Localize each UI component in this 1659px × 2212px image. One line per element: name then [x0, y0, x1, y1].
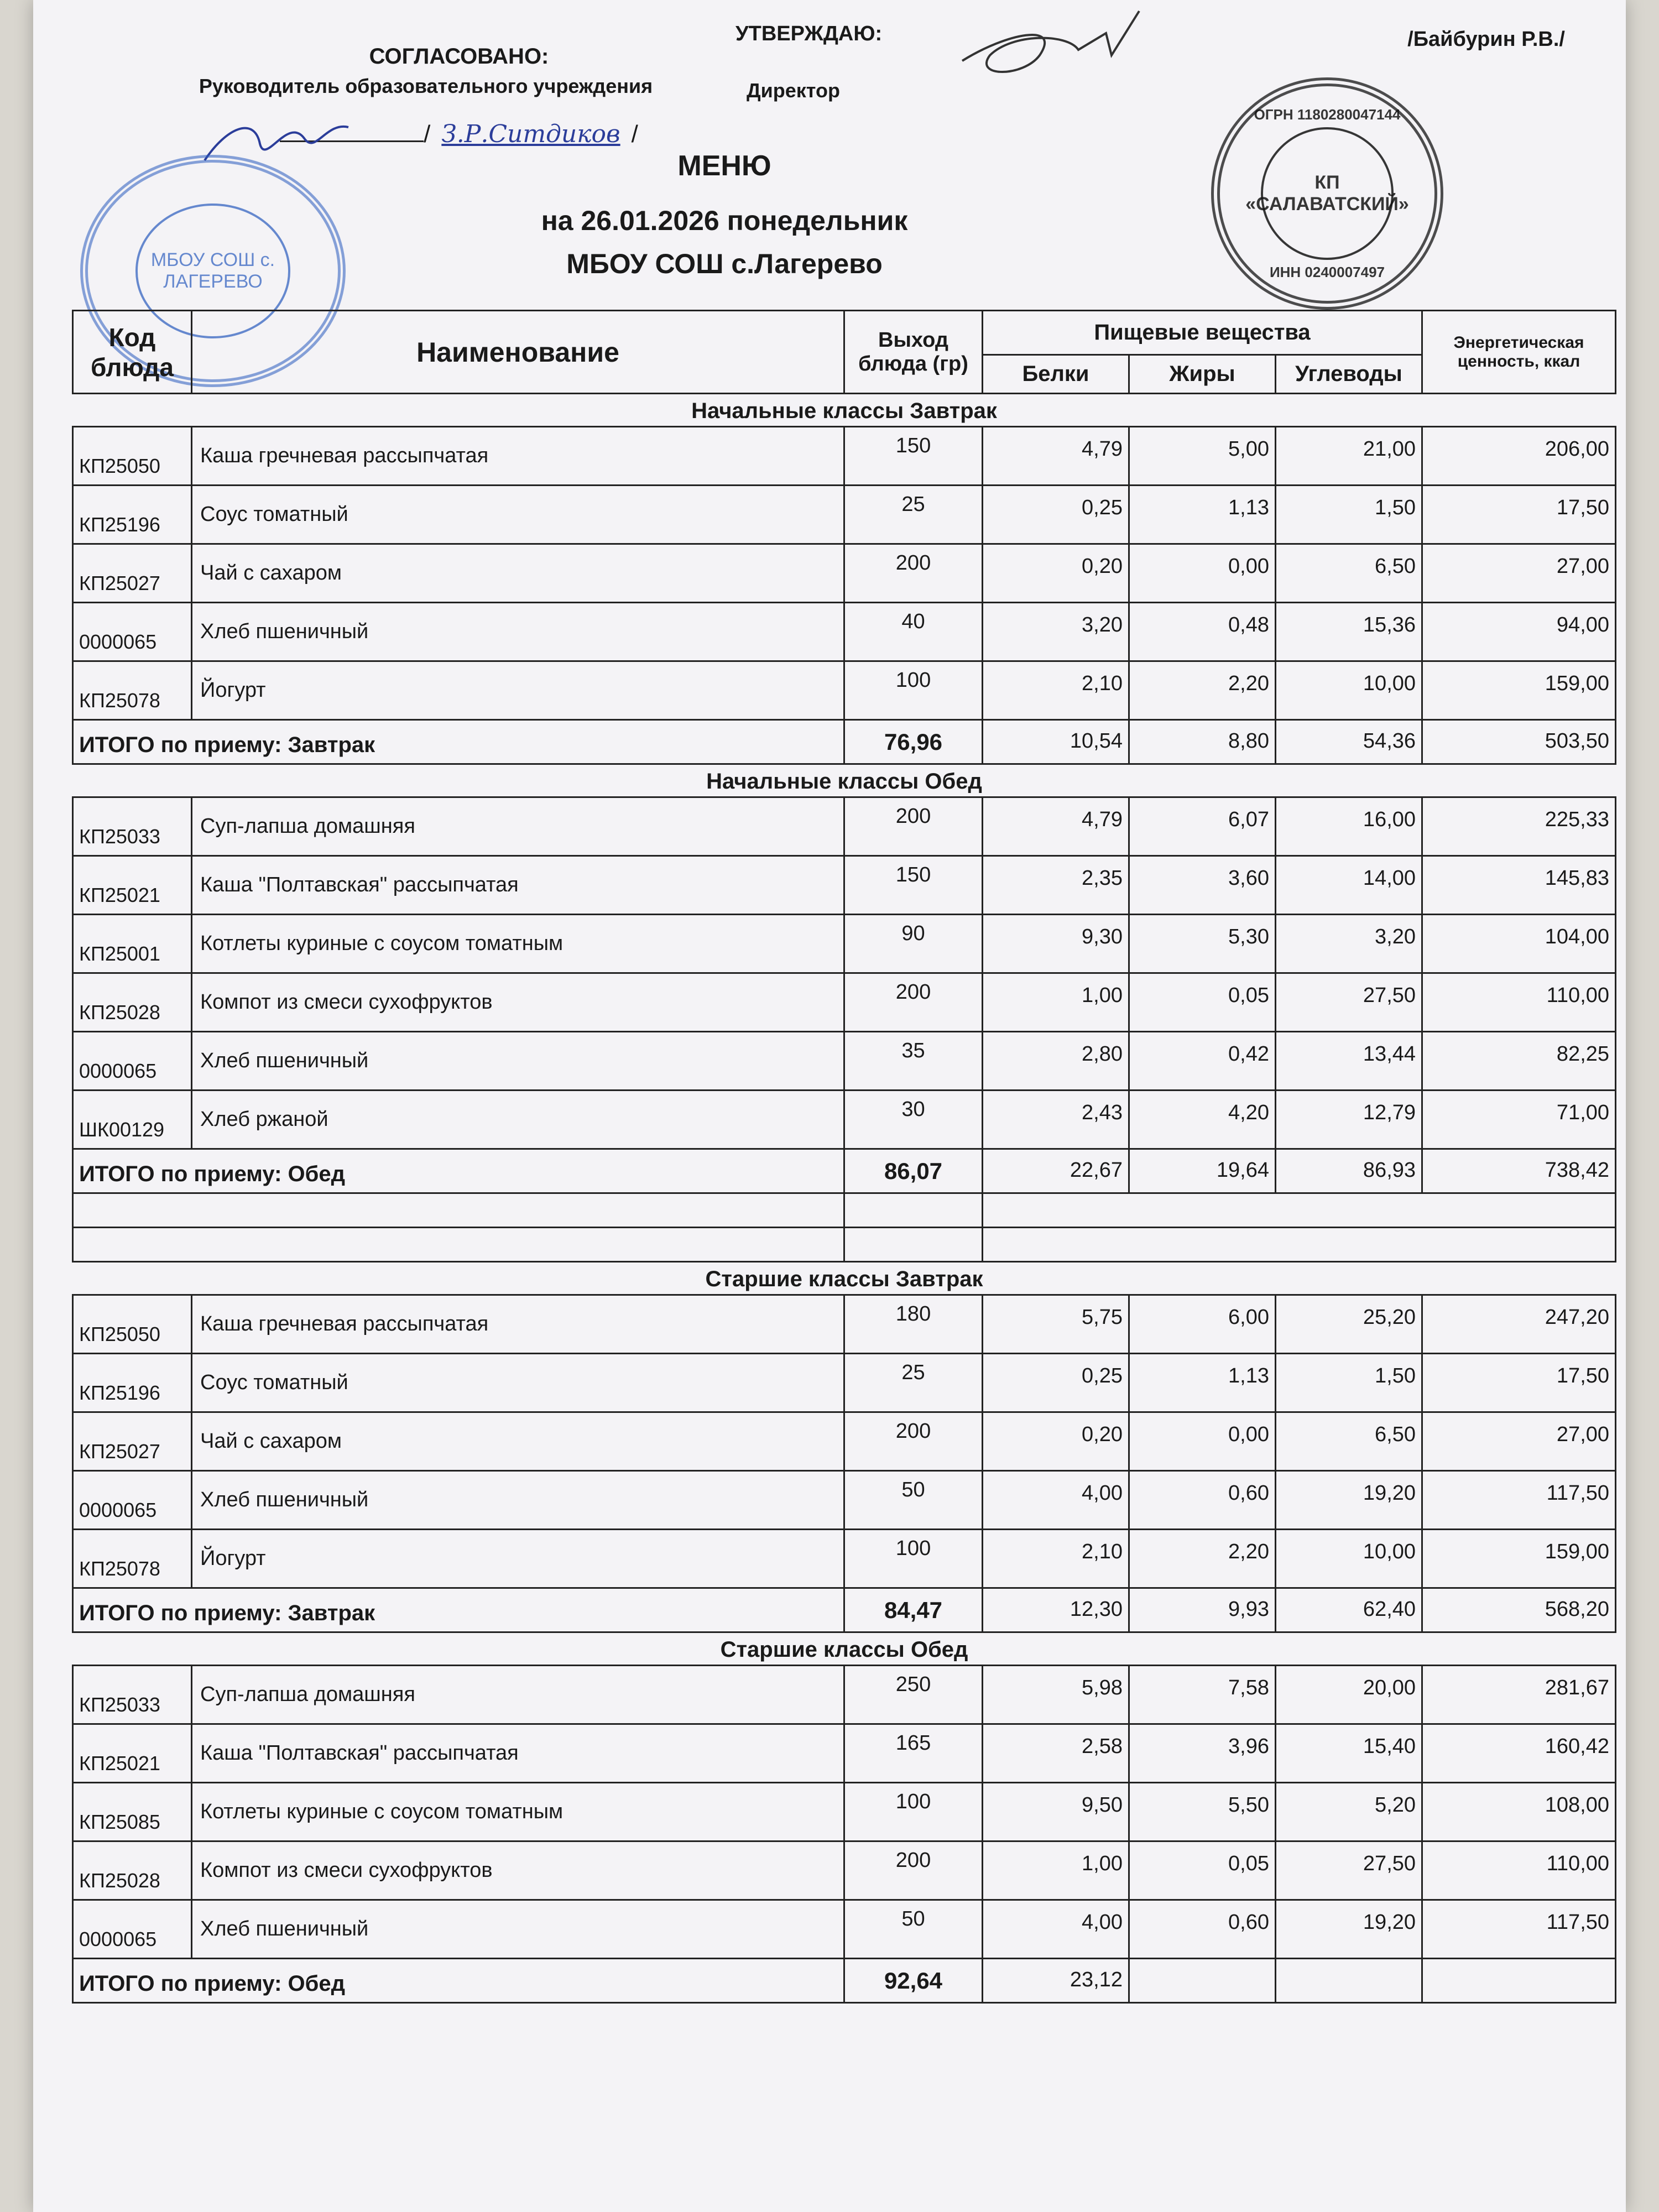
school-name: МБОУ СОШ с.Лагерево [566, 248, 883, 279]
table-row [73, 1666, 1616, 1724]
approve-name: /Байбурин Р.В./ [1407, 28, 1565, 51]
dish-name: Хлеб пшеничный [192, 1900, 844, 1959]
dish-code: КП25021 [73, 1724, 192, 1783]
dish-carbs: 3,20 [1276, 915, 1422, 973]
dish-protein: 5,98 [983, 1666, 1129, 1724]
dish-fat: 7,58 [1129, 1666, 1276, 1724]
total-protein: 23,12 [983, 1959, 1129, 2003]
dish-protein: 0,20 [983, 544, 1129, 603]
table-row [73, 856, 1616, 915]
dish-fat: 6,07 [1129, 797, 1276, 856]
dish-protein: 0,25 [983, 486, 1129, 544]
dish-yield: 100 [844, 1530, 983, 1588]
dish-carbs: 15,40 [1276, 1724, 1422, 1783]
dish-name: Хлеб ржаной [192, 1091, 844, 1149]
dish-carbs: 1,50 [1276, 486, 1422, 544]
table-row [73, 973, 1616, 1032]
table-row [73, 1032, 1616, 1091]
dish-yield: 35 [844, 1032, 983, 1091]
total-energy: 568,20 [1422, 1588, 1616, 1632]
dish-code: КП25033 [73, 1666, 192, 1724]
section-row [73, 394, 1616, 427]
dish-energy: 17,50 [1422, 486, 1616, 544]
dish-code: КП25050 [73, 427, 192, 486]
table-row [73, 1354, 1616, 1412]
total-energy: 503,50 [1422, 720, 1616, 764]
dish-yield: 40 [844, 603, 983, 661]
header-code: Код блюда [73, 311, 192, 394]
dish-protein: 3,20 [983, 603, 1129, 661]
dish-name: Хлеб пшеничный [192, 603, 844, 661]
dish-carbs: 20,00 [1276, 1666, 1422, 1724]
dish-code: КП25050 [73, 1295, 192, 1354]
section-title: Начальные классы Обед [73, 764, 1616, 797]
approve-title: УТВЕРЖДАЮ: [735, 22, 883, 45]
table-header [73, 311, 1616, 394]
header-yield: Выход блюда (гр) [844, 311, 983, 394]
agreed-signature-line: / З.Р.Ситдиков / [194, 120, 724, 148]
dish-name: Каша гречневая рассыпчатая [192, 427, 844, 486]
blank-cell [844, 1228, 983, 1262]
approve-position: Директор [747, 79, 840, 102]
dish-name: Суп-лапша домашняя [192, 797, 844, 856]
blank-row [73, 1193, 1616, 1228]
dish-code: КП25196 [73, 1354, 192, 1412]
dish-code: КП25027 [73, 544, 192, 603]
agreed-name: З.Р.Ситдиков [441, 120, 620, 148]
dish-code: КП25021 [73, 856, 192, 915]
dish-fat: 0,00 [1129, 544, 1276, 603]
table-body [73, 394, 1616, 2003]
dish-protein: 9,30 [983, 915, 1129, 973]
total-fat: 8,80 [1129, 720, 1276, 764]
dish-code: КП25028 [73, 973, 192, 1032]
dish-energy: 110,00 [1422, 973, 1616, 1032]
header-name: Наименование [192, 311, 844, 394]
dish-energy: 27,00 [1422, 544, 1616, 603]
dish-code: КП25078 [73, 1530, 192, 1588]
blank-row [73, 1228, 1616, 1262]
dish-carbs: 25,20 [1276, 1295, 1422, 1354]
total-protein: 22,67 [983, 1149, 1129, 1193]
dish-name: Йогурт [192, 661, 844, 720]
dish-carbs: 12,79 [1276, 1091, 1422, 1149]
dish-code: ШК00129 [73, 1091, 192, 1149]
company-stamp-ogrn: ОГРН 1180280047144 [1254, 106, 1401, 123]
dish-code: КП25078 [73, 661, 192, 720]
blank-cell [73, 1193, 844, 1228]
dish-protein: 0,20 [983, 1412, 1129, 1471]
dish-yield: 50 [844, 1471, 983, 1530]
total-energy: 738,42 [1422, 1149, 1616, 1193]
dish-fat: 4,20 [1129, 1091, 1276, 1149]
dish-energy: 160,42 [1422, 1724, 1616, 1783]
dish-carbs: 14,00 [1276, 856, 1422, 915]
total-carbs: 62,40 [1276, 1588, 1422, 1632]
dish-fat: 0,05 [1129, 973, 1276, 1032]
total-fat: 19,64 [1129, 1149, 1276, 1193]
total-yield: 84,47 [844, 1588, 983, 1632]
dish-yield: 100 [844, 1783, 983, 1841]
dish-carbs: 19,20 [1276, 1471, 1422, 1530]
dish-carbs: 27,50 [1276, 1841, 1422, 1900]
dish-yield: 100 [844, 661, 983, 720]
dish-fat: 1,13 [1129, 486, 1276, 544]
dish-fat: 0,42 [1129, 1032, 1276, 1091]
dish-yield: 25 [844, 486, 983, 544]
table-row [73, 603, 1616, 661]
menu-sheet [33, 0, 1626, 2212]
dish-protein: 2,80 [983, 1032, 1129, 1091]
dish-name: Хлеб пшеничный [192, 1471, 844, 1530]
dish-fat: 2,20 [1129, 661, 1276, 720]
dish-name: Каша "Полтавская" рассыпчатая [192, 1724, 844, 1783]
dish-protein: 5,75 [983, 1295, 1129, 1354]
dish-fat: 0,60 [1129, 1900, 1276, 1959]
section-row [73, 1632, 1616, 1666]
dish-protein: 4,00 [983, 1471, 1129, 1530]
dish-carbs: 5,20 [1276, 1783, 1422, 1841]
total-carbs [1276, 1959, 1422, 2003]
blank-cell [73, 1228, 844, 1262]
dish-energy: 94,00 [1422, 603, 1616, 661]
dish-fat: 5,50 [1129, 1783, 1276, 1841]
dish-code: КП25027 [73, 1412, 192, 1471]
dish-code: КП25028 [73, 1841, 192, 1900]
dish-code: КП25033 [73, 797, 192, 856]
dish-energy: 281,67 [1422, 1666, 1616, 1724]
dish-yield: 30 [844, 1091, 983, 1149]
total-row [73, 1588, 1616, 1632]
dish-yield: 250 [844, 1666, 983, 1724]
dish-fat: 3,60 [1129, 856, 1276, 915]
dish-energy: 82,25 [1422, 1032, 1616, 1091]
dish-protein: 4,79 [983, 427, 1129, 486]
dish-carbs: 6,50 [1276, 544, 1422, 603]
table-row [73, 1530, 1616, 1588]
dish-energy: 117,50 [1422, 1900, 1616, 1959]
header-energy: Энергетическая ценность, ккал [1422, 311, 1616, 394]
dish-yield: 200 [844, 1412, 983, 1471]
header-fat: Жиры [1129, 355, 1276, 394]
dish-code: КП25085 [73, 1783, 192, 1841]
table-row [73, 1724, 1616, 1783]
dish-fat: 5,30 [1129, 915, 1276, 973]
dish-code: 0000065 [73, 1032, 192, 1091]
table-row [73, 1783, 1616, 1841]
dish-yield: 50 [844, 1900, 983, 1959]
dish-yield: 150 [844, 427, 983, 486]
table-row [73, 915, 1616, 973]
table-row [73, 1412, 1616, 1471]
dish-carbs: 16,00 [1276, 797, 1422, 856]
dish-fat: 0,00 [1129, 1412, 1276, 1471]
company-stamp-inn: ИНН 0240007497 [1269, 264, 1385, 280]
dish-carbs: 10,00 [1276, 661, 1422, 720]
total-row [73, 720, 1616, 764]
dish-protein: 1,00 [983, 973, 1129, 1032]
dish-energy: 104,00 [1422, 915, 1616, 973]
dish-energy: 71,00 [1422, 1091, 1616, 1149]
dish-carbs: 19,20 [1276, 1900, 1422, 1959]
header-nutrients: Пищевые вещества [983, 311, 1422, 355]
total-yield: 92,64 [844, 1959, 983, 2003]
dish-fat: 5,00 [1129, 427, 1276, 486]
dish-fat: 0,05 [1129, 1841, 1276, 1900]
agreed-title: СОГЛАСОВАНО: [369, 44, 549, 69]
section-row [73, 1262, 1616, 1295]
dish-yield: 200 [844, 973, 983, 1032]
total-fat [1129, 1959, 1276, 2003]
dish-code: КП25196 [73, 486, 192, 544]
dish-fat: 1,13 [1129, 1354, 1276, 1412]
table-row [73, 797, 1616, 856]
dish-name: Компот из смеси сухофруктов [192, 1841, 844, 1900]
dish-carbs: 10,00 [1276, 1530, 1422, 1588]
dish-protein: 2,35 [983, 856, 1129, 915]
agreed-position: Руководитель образовательного учреждения [199, 75, 653, 97]
table-row [73, 1841, 1616, 1900]
dish-fat: 6,00 [1129, 1295, 1276, 1354]
title-block [33, 149, 1416, 280]
dish-energy: 225,33 [1422, 797, 1616, 856]
company-stamp-name: «САЛАВАТСКИЙ» [1245, 193, 1409, 215]
dish-name: Каша гречневая рассыпчатая [192, 1295, 844, 1354]
header-carbs: Углеводы [1276, 355, 1422, 394]
total-label: ИТОГО по приему: Обед [73, 1149, 844, 1193]
dish-protein: 1,00 [983, 1841, 1129, 1900]
dish-fat: 0,60 [1129, 1471, 1276, 1530]
total-yield: 76,96 [844, 720, 983, 764]
school-stamp-inner: МБОУ СОШ с. ЛАГЕРЕВО [135, 204, 290, 338]
dish-name: Чай с сахаром [192, 1412, 844, 1471]
section-title: Старшие классы Завтрак [73, 1262, 1616, 1295]
dish-yield: 90 [844, 915, 983, 973]
dish-name: Суп-лапша домашняя [192, 1666, 844, 1724]
dish-carbs: 15,36 [1276, 603, 1422, 661]
dish-name: Йогурт [192, 1530, 844, 1588]
dish-name: Котлеты куриные с соусом томатным [192, 915, 844, 973]
menu-table [72, 310, 1616, 2004]
table-row [73, 486, 1616, 544]
dish-energy: 17,50 [1422, 1354, 1616, 1412]
total-label: ИТОГО по приему: Обед [73, 1959, 844, 2003]
dish-name: Хлеб пшеничный [192, 1032, 844, 1091]
dish-carbs: 1,50 [1276, 1354, 1422, 1412]
total-yield: 86,07 [844, 1149, 983, 1193]
dish-protein: 2,43 [983, 1091, 1129, 1149]
dish-code: 0000065 [73, 1900, 192, 1959]
dish-protein: 9,50 [983, 1783, 1129, 1841]
dish-fat: 2,20 [1129, 1530, 1276, 1588]
total-protein: 10,54 [983, 720, 1129, 764]
director-signature [940, 0, 1161, 88]
blank-cell [983, 1228, 1616, 1262]
dish-code: 0000065 [73, 603, 192, 661]
blank-cell [983, 1193, 1616, 1228]
dish-yield: 165 [844, 1724, 983, 1783]
table-row [73, 427, 1616, 486]
total-label: ИТОГО по приему: Завтрак [73, 720, 844, 764]
blank-cell [844, 1193, 983, 1228]
dish-protein: 0,25 [983, 1354, 1129, 1412]
header-protein: Белки [983, 355, 1129, 394]
dish-name: Чай с сахаром [192, 544, 844, 603]
dish-fat: 3,96 [1129, 1724, 1276, 1783]
dish-name: Соус томатный [192, 1354, 844, 1412]
dish-protein: 2,10 [983, 1530, 1129, 1588]
company-stamp-top: КП [1314, 171, 1340, 193]
dish-energy: 108,00 [1422, 1783, 1616, 1841]
total-carbs: 86,93 [1276, 1149, 1422, 1193]
dish-yield: 200 [844, 544, 983, 603]
total-carbs: 54,36 [1276, 720, 1422, 764]
table-row [73, 544, 1616, 603]
dish-yield: 180 [844, 1295, 983, 1354]
dish-energy: 159,00 [1422, 1530, 1616, 1588]
dish-energy: 206,00 [1422, 427, 1616, 486]
dish-energy: 159,00 [1422, 661, 1616, 720]
dish-carbs: 6,50 [1276, 1412, 1422, 1471]
total-label: ИТОГО по приему: Завтрак [73, 1588, 844, 1632]
dish-yield: 200 [844, 1841, 983, 1900]
dish-name: Котлеты куриные с соусом томатным [192, 1783, 844, 1841]
total-energy [1422, 1959, 1616, 2003]
table-row [73, 1091, 1616, 1149]
dish-protein: 4,00 [983, 1900, 1129, 1959]
dish-energy: 247,20 [1422, 1295, 1616, 1354]
dish-energy: 117,50 [1422, 1471, 1616, 1530]
table-row [73, 1471, 1616, 1530]
dish-energy: 110,00 [1422, 1841, 1616, 1900]
menu-date: на 26.01.2026 понедельник [541, 205, 908, 236]
dish-energy: 145,83 [1422, 856, 1616, 915]
total-protein: 12,30 [983, 1588, 1129, 1632]
total-row [73, 1149, 1616, 1193]
table-row [73, 1900, 1616, 1959]
dish-yield: 200 [844, 797, 983, 856]
dish-name: Соус томатный [192, 486, 844, 544]
section-row [73, 764, 1616, 797]
dish-protein: 2,58 [983, 1724, 1129, 1783]
dish-name: Компот из смеси сухофруктов [192, 973, 844, 1032]
dish-yield: 25 [844, 1354, 983, 1412]
dish-protein: 2,10 [983, 661, 1129, 720]
dish-yield: 150 [844, 856, 983, 915]
dish-carbs: 21,00 [1276, 427, 1422, 486]
dish-protein: 4,79 [983, 797, 1129, 856]
total-row [73, 1959, 1616, 2003]
dish-code: КП25001 [73, 915, 192, 973]
dish-energy: 27,00 [1422, 1412, 1616, 1471]
table-row [73, 1295, 1616, 1354]
dish-code: 0000065 [73, 1471, 192, 1530]
dish-carbs: 13,44 [1276, 1032, 1422, 1091]
menu-title: МЕНЮ [677, 150, 771, 182]
section-title: Начальные классы Завтрак [73, 394, 1616, 427]
section-title: Старшие классы Обед [73, 1632, 1616, 1666]
table-row [73, 661, 1616, 720]
dish-name: Каша "Полтавская" рассыпчатая [192, 856, 844, 915]
total-fat: 9,93 [1129, 1588, 1276, 1632]
dish-fat: 0,48 [1129, 603, 1276, 661]
dish-carbs: 27,50 [1276, 973, 1422, 1032]
